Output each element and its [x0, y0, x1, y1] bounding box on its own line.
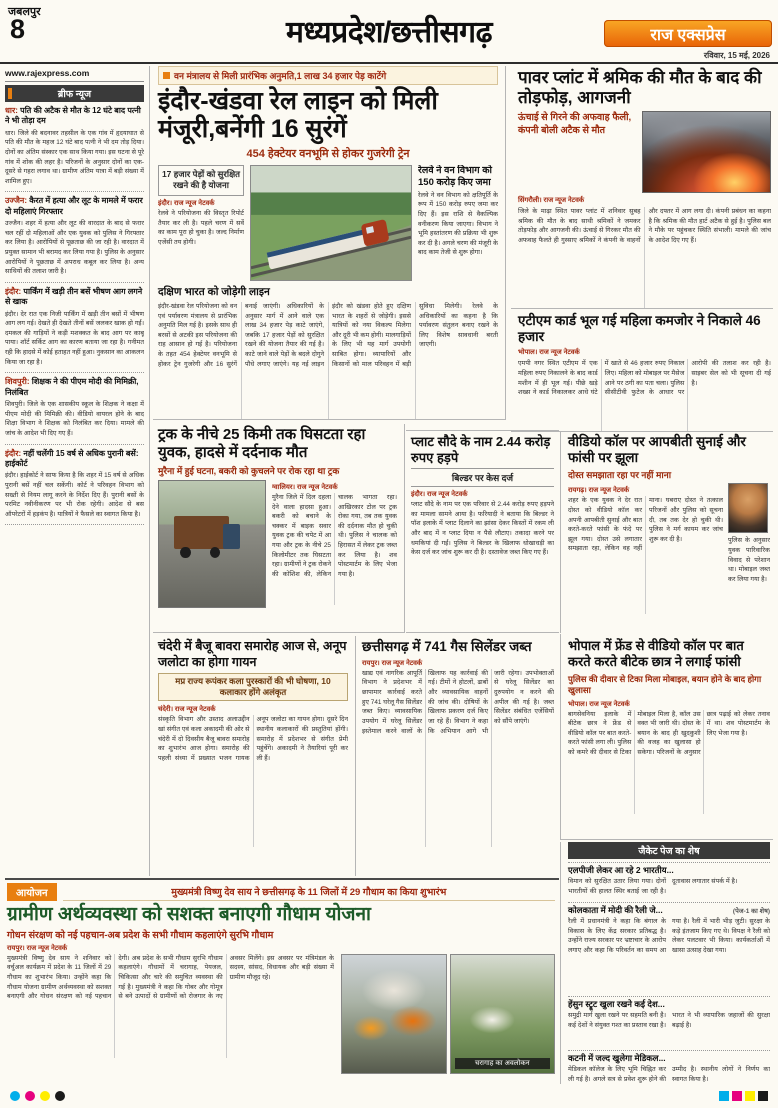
plot-fraud-story: [406, 430, 559, 633]
gas-byline: रायपुर। राज न्यूज नेटवर्क: [362, 659, 423, 667]
rail-sidebar-body: रेलवे ने वन विभाग को क्षतिपूर्ति के रूप में 150 करोड़ रुपए जमा कर दिए हैं। इस राशि से वैकल्पिक वनीकरण किया जाएगा। विभाग ने भूमि हस्तांतरण की प्रक्रिया भी शुरू कर दी है। अगले चरण की मंजूरी के बाद काम तेजी से शुरू होगा।: [418, 191, 498, 257]
bhopal-headline: भोपाल में फ्रेंड से वीडियो कॉल पर बात करते करते बीटेक छात्र ने लगाई फांसी: [568, 638, 744, 670]
gas-body: खाद्य एवं नागरिक आपूर्ति विभाग ने प्रदेशभर में छापामार कार्रवाई करते हुए 741 घरेलू गैस सिलेंडर जब्त किए। व्यावसायिक उपयोग में घरेलू सिलेंडर इस्तेमाल करने वालों के खिलाफ यह कार्रवाई की गई। टीमों ने होटलों, ढाबों और व्यावसायिक वाहनों की जांच की। दोषियों के खिलाफ प्रकरण दर्ज किए जा रहे हैं। विभाग ने कहा कि अभियान आगे भी जारी रहेगा। उपभोक्ताओं से घरेलू सिलेंडर का दुरुपयोग न करने की अपील की गई है। जब्त सिलेंडर संबंधित एजेंसियों को सौंपे जाएंगे।: [362, 669, 554, 735]
continuation-note: (पेज-1 का शेष): [732, 908, 770, 915]
power-plant-story: [511, 66, 773, 308]
brief-body: इंदौर। हाईकोर्ट ने साफ किया है कि शहर में 15 वर्ष से अधिक पुरानी बसें नहीं चल सकेंगी। कोर्ट ने परिवहन विभाग को सख्ती से नियम लागू करने के निर्देश दिए हैं। पुरानी बसों के परमिट नवीनीकरण पर भी रोक रहेगी। आदेश से बस ऑपरेटरों में हड़कंप है। यात्रियों ने फैसले का स्वागत किया है।: [5, 472, 144, 518]
jacket-item: [568, 1050, 770, 1084]
bhopal-student-story: [560, 634, 773, 840]
jacket-item: [568, 862, 770, 899]
brief-item: [5, 373, 144, 444]
jacket-item-body: मेडिकल कॉलेज के लिए भूमि चिह्नित कर ली गई है। अगले सत्र से प्रवेश शुरू होने की उम्मीद है। स्थानीय लोगों ने निर्णय का स्वागत किया है।: [568, 1066, 770, 1083]
bhopal-subhead: पुलिस की दीवार से टिका मिला मोबाइल, बयान होने के बाद होगा खुलासा: [568, 673, 762, 695]
rail-subhead: 454 हेक्टेयर वनभूमि से होकर गुजरेगी ट्रेन: [246, 148, 410, 160]
reg-mark-black-icon: [758, 1091, 768, 1101]
reg-mark-magenta-icon: [732, 1091, 742, 1101]
event-label: आयोजन: [7, 883, 57, 901]
jacket-item: [568, 996, 770, 1047]
page-number: 8: [10, 14, 26, 44]
truck-shape: [174, 516, 229, 549]
registration-marks-right: [719, 1091, 768, 1101]
brief-item: [5, 192, 144, 282]
brief-lead: शिवपुरी:: [5, 377, 30, 387]
power-subhead: ऊंचाई से गिरने की अफवाह फैली, कंपनी बोली अटैक से मौत: [518, 112, 632, 137]
chanderi-festival-story: [153, 636, 356, 876]
brief-news-title: ब्रीफ न्यूज: [57, 89, 92, 100]
event-photo: [341, 954, 447, 1074]
photo-caption: चरागाह का अवलोकन: [455, 1058, 551, 1069]
chanderi-byline: चंदेरी। राज न्यूज नेटवर्क: [158, 706, 216, 714]
jacket-item-headline: कोलकाता में मोदी की रैली जे...: [568, 905, 663, 915]
gaudham-story: [5, 878, 559, 1084]
gaudham-headline: ग्रामीण अर्थव्यवस्था को सशक्त बनाएगी गौधाम योजना: [7, 904, 371, 925]
pasture-photo: [450, 954, 556, 1074]
bhopal-byline: भोपाल। राज न्यूज नेटवर्क: [568, 700, 630, 708]
website-url: www.rajexpress.com: [5, 66, 144, 82]
brief-lead: इंदौर:: [5, 286, 22, 296]
truck-wheel-shape: [180, 547, 191, 558]
truck-wheel-shape: [210, 547, 221, 558]
video-byline: रायगढ़। राज न्यूज नेटवर्क: [568, 487, 630, 495]
bhopal-body: बागसेवनिया इलाके में बीटेक छात्र ने फ्रेंड से वीडियो कॉल पर बात करते-करते फांसी लगा ली। पुलिस को कमरे की दीवार से टिका मोबाइल मिला है, कॉल उस वक्त भी जारी थी। दोस्त के बयान के बाद ही खुदकुशी की वजह का खुलासा हो सकेगा। परिजनों के अनुसार छात्र पढ़ाई को लेकर तनाव में था। शव पोस्टमार्टम के लिए भेजा गया है।: [568, 710, 770, 757]
truck-headline: ट्रक के नीचे 25 किमी तक घिसटता रहा युवक, हादसे में दर्दनाक मौत: [158, 426, 366, 461]
victim-portrait-photo: [728, 483, 768, 533]
video-body: शहर के एक युवक ने देर रात दोस्त को वीडियो कॉल कर अपनी आपबीती सुनाई और बात करते-करते फांसी के फंदे पर झूल गया। दोस्त उसे लगातार समझाता रहा, लेकिन वह नहीं माना। घबराए दोस्त ने तत्काल परिजनों और पुलिस को सूचना दी, तब तक देर हो चुकी थी। पुलिस ने मर्ग कायम कर जांच शुरू कर दी है।: [568, 497, 723, 553]
atm-body: एमपी नगर स्थित एटीएम में एक महिला रुपए निकालने के बाद कार्ड मशीन में ही भूल गई। पीछे खड़े शख्स ने कार्ड निकालकर आधे घंटे में खाते से 46 हजार रुपए निकाल लिए। महिला को मोबाइल पर मैसेज आने पर ठगी का पता चला। पुलिस सीसीटीवी फुटेज के आधार पर आरोपी की तलाश कर रही है। साइबर सेल को भी सूचना दी गई है।: [518, 360, 771, 397]
gaudham-kicker: मुख्यमंत्री विष्णु देव साय ने छत्तीसगढ़ के 11 जिलों में 29 गौधाम का किया शुभारंभ: [63, 883, 555, 901]
brief-headline: धार: पति की अटैक से मौत के 12 घंटे बाद पत्नी ने भी तोड़ा दम: [5, 106, 141, 126]
fire-photo: [642, 111, 771, 193]
accent-nub-icon: [8, 88, 12, 99]
gas-cylinder-story: [357, 636, 559, 876]
atm-headline: एटीएम कार्ड भूल गई महिला कमजोर ने निकाले 46 हजार: [518, 313, 761, 345]
brief-lead: धार:: [5, 106, 18, 115]
chanderi-highlight-box: मप्र राज्य रूपंकर कला पुरस्कारों की भी घोषणा, 10 कलाकार होंगे अलंकृत: [158, 673, 348, 701]
reg-mark-black-icon: [55, 1091, 65, 1101]
power-headline: पावर प्लांट में श्रमिक की मौत के बाद की तोड़फोड़, आगजनी: [518, 68, 762, 107]
video-call-story: [560, 432, 773, 633]
video-side-body: पुलिस के अनुसार युवक पारिवारिक विवाद से परेशान था। मोबाइल जब्त कर लिया गया है।: [728, 537, 770, 583]
jacket-item: [568, 902, 770, 993]
rail-headline: इंदौर-खंडवा रेल लाइन को मिली मंजूरी,बनेंगी 16 सुरंगें: [158, 87, 438, 143]
rail-byline: इंदौर। राज न्यूज नेटवर्क: [158, 199, 215, 207]
brief-body: शिवपुरी। जिले के एक शासकीय स्कूल के शिक्षक ने कक्षा में पीएम मोदी की मिमिक्री की। वीडियो वायरल होने के बाद शिक्षा विभाग ने शिक्षक को निलंबित कर दिया। मामले की जांच के आदेश भी दिए गए हैं।: [5, 401, 144, 437]
jacket-item-body: विमान को सुरक्षित उतार लिया गया। दोनों भारतीयों की हालत स्थिर बताई जा रही है। दूतावास लगातार संपर्क में है।: [568, 878, 738, 895]
brief-lead: इंदौर:: [5, 448, 22, 458]
atm-byline: भोपाल। राज न्यूज नेटवर्क: [518, 349, 580, 357]
atm-story: [511, 308, 773, 432]
brief-headline: इंदौर: नहीं चलेंगी 15 वर्ष से अधिक पुरानी बसें: हाईकोर्ट: [5, 448, 139, 468]
brief-headline: उज्जैन: कैरत में हत्या और लूट के मामले में फरार दो महिलाएं गिरफ्तार: [5, 196, 143, 216]
video-subhead: दोस्त समझाता रहा पर नहीं माना: [568, 470, 672, 481]
brief-headline: शिवपुरी: शिक्षक ने की पीएम मोदी की मिमिक्री, निलंबित: [5, 377, 139, 397]
truck-accident-story: [153, 424, 405, 633]
gas-headline: छत्तीसगढ़ में 741 गैस सिलेंडर जब्त: [362, 639, 532, 654]
reg-mark-cyan-icon: [10, 1091, 20, 1101]
gaudham-body: मुख्यमंत्री विष्णु देव साय ने शनिवार को वर्चुअल कार्यक्रम में प्रदेश के 11 जिलों में 29 गौधाम का शुभारंभ किया। उन्होंने कहा कि गौधाम योजना ग्रामीण अर्थव्यवस्था को सशक्त बनाएगी और गोधन संरक्षण को नई पहचान देगी। अब प्रदेश के सभी गौधाम सुरभि गौधाम कहलाएंगे। गौधामों में चरागाह, पेयजल, चिकित्सा और चारे की समुचित व्यवस्था की गई है। मुख्यमंत्री ने कहा कि गोबर और गोमूत्र से बने उत्पादों से ग्रामीणों को रोजगार के नए अवसर मिलेंगे। इस अवसर पर मंत्रिमंडल के सदस्य, सांसद, विधायक और बड़ी संख्या में ग्रामीण मौजूद रहे।: [7, 954, 334, 1001]
jacket-item-headline: हेंसुन स्ट्रूट खुला रखने कई देश...: [568, 999, 665, 1009]
brief-lead: उज्जैन:: [5, 196, 27, 206]
truck-byline: ग्वालियर। राज न्यूज नेटवर्क: [272, 484, 338, 491]
reg-mark-yellow-icon: [40, 1091, 50, 1101]
rail-kicker: वन मंत्रालय से मिली प्रारंभिक अनुमति,1 लाख 34 हजार पेड़ काटेंगे: [158, 66, 498, 85]
edition-city: जबलपुर: [8, 6, 41, 18]
rail-intro: रेलवे ने परियोजना की विस्तृत रिपोर्ट तैयार कर ली है। पहले चरण में सर्वे का काम पूरा हो चुका है। जल्द निर्माण एजेंसी तय होगी।: [158, 209, 244, 246]
brief-item: [5, 283, 144, 373]
jacket-item-headline: एलपीजी लेकर आ रहे 2 भारतीय...: [568, 865, 674, 875]
print-registration-footer: [0, 1088, 778, 1106]
registration-marks-left: [10, 1091, 65, 1101]
header-rule: [0, 62, 778, 64]
brand-logo: राज एक्सप्रेस: [604, 20, 772, 47]
rail-body: इंदौर-खंडवा रेल परियोजना को वन एवं पर्यावरण मंत्रालय से प्रारंभिक अनुमति मिल गई है। इसके साथ ही बरसों से अटकी इस परियोजना की राह आसान हो गई है। परियोजना के तहत 454 हेक्टेयर वनभूमि से होकर ट्रेन गुजरेगी और 16 सुरंगें बनाई जाएंगी। अधिकारियों के अनुसार मार्ग में आने वाले एक लाख 34 हजार पेड़ काटे जाएंगे, जबकि 17 हजार पेड़ों को सुरक्षित रखने की योजना तैयार की गई है। काटे जाने वाले पेड़ों के बदले दोगुने पौधे लगाए जाएंगे। यह नई लाइन इंदौर को खंडवा होते हुए दक्षिण भारत के शहरों से जोड़ेगी। इससे यात्रियों को नया विकल्प मिलेगा और दूरी भी कम होगी। मालगाड़ियों के लिए भी यह मार्ग उपयोगी साबित होगा। व्यापारियों और किसानों को माल परिवहन में बड़ी सुविधा मिलेगी। रेलवे के अधिकारियों का कहना है कि पर्यावरण संतुलन बनाए रखने के लिए विशेष सावधानी बरती जाएगी।: [158, 303, 498, 368]
plot-headline: प्लाट सौदे के नाम 2.44 करोड़ रुपए हड़पे: [411, 434, 551, 465]
brief-news-header: [5, 85, 144, 102]
brief-news-column: [5, 66, 150, 876]
power-byline: सिंगरौली। राज न्यूज नेटवर्क: [518, 197, 585, 205]
truck-body: मुरैना जिले में दिल दहला देने वाला हादसा हुआ। बकरी को बचाने के चक्कर में बाइक सवार युवक ट्रक की चपेट में आ गया और ट्रक के नीचे 25 किलोमीटर तक घिसटता रहा। ग्रामीणों ने ट्रक रोकने की कोशिश की, लेकिन चालक भागता रहा। आखिरकार टोल पर ट्रक रोका गया, तब तक युवक की दर्दनाक मौत हो चुकी थी। पुलिस ने चालक को हिरासत में लेकर ट्रक जब्त कर लिया है। शव पोस्टमार्टम के लिए भेजा गया है।: [272, 494, 397, 578]
plot-box-headline: बिल्डर पर केस दर्ज: [411, 468, 554, 487]
truck-photo: [158, 480, 266, 608]
brief-item: [5, 102, 144, 192]
brief-body: धार। जिले की बदनावर तहसील के एक गांव में हृदयाघात से पति की मौत के महज 12 घंटे बाद पत्नी ने भी दम तोड़ दिया। दोनों का अंतिम संस्कार एक साथ किया गया। इस घटना से पूरे गांव में शोक की लहर है। परिजनों के अनुसार दोनों का एक-दूसरे से गहरा लगाव था। ग्रामीण अंतिम यात्रा में बड़ी संख्या में शामिल हुए।: [5, 129, 144, 185]
chanderi-headline: चंदेरी में बैजू बावरा समारोह आज से, अनूप जलोटा का होगा गायन: [158, 639, 347, 669]
gaudham-byline: रायपुर। राज न्यूज नेटवर्क: [7, 944, 68, 952]
brief-body: इंदौर। देर रात एक निजी पार्किंग में खड़ी तीन बसों में भीषण आग लग गई। देखते ही देखते तीनों बसें जलकर खाक हो गईं। दमकल की गाड़ियों ने कड़ी मशक्कत के बाद आग पर काबू पाया। शॉर्ट सर्किट आग का कारण बताया जा रहा है। गनीमत रही कि हादसे में कोई हताहत नहीं हुआ। नुकसान का आकलन किया जा रहा है।: [5, 310, 144, 366]
rail-plan-box: 17 हजार पेड़ों को सुरक्षित रखने की है योजना: [158, 165, 244, 196]
truck-cab-shape: [223, 524, 240, 549]
kicker-bullet-icon: [163, 72, 170, 79]
gaudham-subhead: गोधन संरक्षण को नई पहचान-अब प्रदेश के सभी गौधाम कहलाएंगे सुरभि गौधाम: [7, 929, 274, 941]
reg-mark-yellow-icon: [745, 1091, 755, 1101]
plot-body: प्लाट सौदे के नाम पर एक परिवार से 2.44 करोड़ रुपए हड़पने का मामला सामने आया है। फरियादी ने बताया कि बिल्डर ने पॉश इलाके में प्लाट दिलाने का झांसा देकर किस्तों में रकम ली और बाद में न प्लाट दिया न पैसे लौटाए। तकादा करने पर धमकियां दी गईं। पुलिस ने बिल्डर के खिलाफ धोखाधड़ी का केस दर्ज कर जांच शुरू कर दी है। दस्तावेज जब्त किए गए हैं।: [411, 501, 554, 557]
reg-mark-cyan-icon: [719, 1091, 729, 1101]
chanderi-body: संस्कृति विभाग और उस्ताद अलाउद्दीन खां संगीत एवं कला अकादमी की ओर से चंदेरी में दो दिवसीय बैजू बावरा समारोह का शुभारंभ आज होगा। समारोह की पहली संध्या में प्रख्यात भजन गायक अनूप जलोटा का गायन होगा। दूसरे दिन स्थानीय कलाकारों की प्रस्तुतियां होंगी। समारोह में प्रदेशभर से संगीत प्रेमी पहुंचेंगे। अकादमी ने तैयारियां पूरी कर ली हैं।: [158, 716, 348, 762]
video-headline: वीडियो कॉल पर आपबीती सुनाई और फांसी पर झूला: [568, 434, 746, 466]
jacket-page-remainder: [560, 842, 773, 1084]
section-masthead: मध्यप्रदेश/छत्तीसगढ़: [286, 16, 492, 49]
truck-subhead: मुरैना में हुई घटना, बकरी को कुचलने पर रोक रहा था ट्रक: [158, 466, 340, 476]
rail-line-story: [153, 66, 506, 420]
brief-headline: इंदौर: पार्किंग में खड़ी तीन बसें भीषण आग लगने से खाक: [5, 286, 143, 307]
jacket-title-bar: जैकेट पेज का शेष: [568, 842, 770, 859]
train-photo: [250, 165, 412, 281]
rail-sidebar-headline: रेलवे ने वन विभाग को 150 करोड़ किए जमा: [418, 165, 492, 188]
jacket-item-body: रैली में प्रधानमंत्री ने कहा कि बंगाल के विकास के लिए केंद्र सरकार प्रतिबद्ध है। उन्होंने राज्य सरकार पर भ्रष्टाचार के आरोप लगाए और कहा कि परिवर्तन का समय आ गया है। रैली में भारी भीड़ जुटी। सुरक्षा के कड़े इंतजाम किए गए थे। विपक्ष ने रैली को लेकर पलटवार भी किया। कार्यकर्ताओं में खासा उत्साह देखा गया।: [568, 918, 770, 954]
edition-date: रविवार, 15 मई, 2026: [703, 51, 770, 60]
plot-byline: इंदौर। राज न्यूज नेटवर्क: [411, 491, 468, 499]
brief-body: उज्जैन। शहर में हत्या और लूट की वारदात के बाद से फरार चल रहीं दो महिलाओं और एक युवक को पुलिस ने गिरफ्तार कर लिया है। आरोपियों से पूछताछ की जा रही है। वारदात में प्रयुक्त सामान भी बरामद कर लिया गया है। पुलिस के अनुसार आरोपियों ने पूछताछ में अपराध कबूल कर लिया है। अन्य साथियों की तलाश जारी है।: [5, 220, 144, 276]
jacket-item-headline: कटनी में जल्द खुलेगा मेडिकल...: [568, 1053, 666, 1063]
reg-mark-magenta-icon: [25, 1091, 35, 1101]
jacket-item-body: समुद्री मार्ग खुला रखने पर सहमति बनी है। कई देशों ने संयुक्त गश्त का प्रस्ताव रखा है। भारत ने भी व्यापारिक जहाजों की सुरक्षा बढ़ाई है।: [568, 1012, 770, 1029]
power-body: जिले के माढ़ा स्थित पावर प्लांट में शनिवार सुबह श्रमिक की मौत के बाद साथी श्रमिकों ने जमकर तोड़फोड़ और आगजनी की। ऊंचाई से गिरकर मौत की अफवाह फैलते ही गुस्साए श्रमिकों ने कंपनी के वाहनों और दफ्तर में आग लगा दी। कंपनी प्रबंधन का कहना है कि श्रमिक की मौत हार्ट अटैक से हुई है। पुलिस बल ने मौके पर पहुंचकर स्थिति संभाली। मामले की जांच के आदेश दिए गए हैं।: [518, 208, 771, 244]
rail-south-headline: दक्षिण भारत को जोड़ेगी लाइन: [158, 286, 270, 298]
brief-item: [5, 445, 144, 526]
